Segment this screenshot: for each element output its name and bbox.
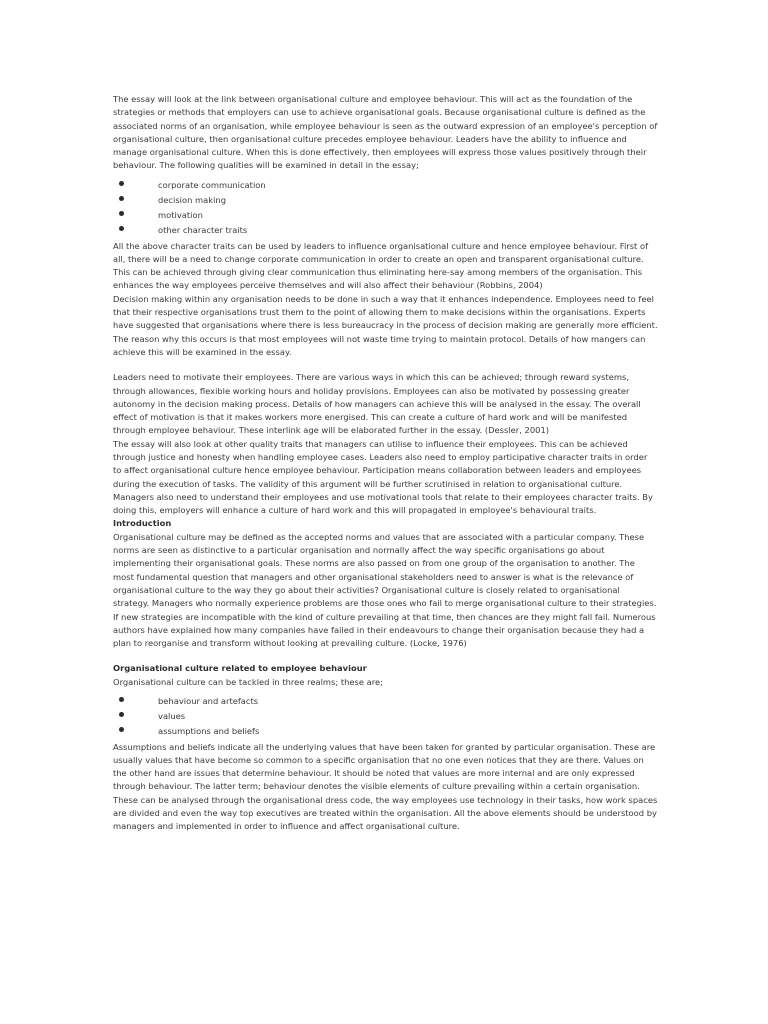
communication-paragraph: All the above character traits can be used by leaders to influence organisational culture and hence employee behaviour. First of all, there will be a need to change corporate communication in order to create an open and transparent organisational culture. This can be achieved through giving clear communication thus eliminating here-say among members of the organisation. This enhances the way employees perceive themselves and will also affect their behaviour (Robbins, 2004)	[113, 240, 649, 291]
realms-list	[113, 695, 658, 741]
bullet-icon	[119, 226, 124, 231]
assumptions-paragraph: Assumptions and beliefs indicate all the underlying values that have been taken for granted by particular organisation. These are usually values that have become so common to a specific organisation that no one even notices that they are there. Values on the other hand are issues that determine behaviour. It should be noted that values are more internal and are only expressed through behaviour. The latter term; behaviour denotes the visible elements of culture prevailing within a certain organisation. These can be analysed through the organisational dress code, the way employees use technology in their tasks, how work spaces are divided and even the way top executives are treated within the organisation. All the above elements should be understood by managers and implemented in order to influence and affect organisational culture.	[113, 741, 658, 832]
bullet-icon	[119, 196, 124, 201]
traits-paragraph: The essay will also look at other quality traits that managers can utilise to influence their employees. This can be achieved through justice and honesty when handling employee cases. Leaders also need to employ participative character traits in order to affect organisational culture hence employee behaviour. Participation means collaboration between leaders and employees during the execution of tasks. The validity of this argument will be further scrutinised in relation to organisational culture. Managers also need to understand their employees and use motivational tools that relate to their employees character traits. By doing this, employers will enhance a culture of hard work and this will propagated in employee's behavioural traits.	[113, 438, 653, 516]
introduction-paragraph: Organisational culture may be defined as the accepted norms and values that are associated with a particular company. These norms are seen as distinctive to a particular organisation and normally affect the way specific organisations go about implementing their organisational goals. These norms are also passed on from one group of the organisation to another. The most fundamental question that managers and other organisational stakeholders need to answer is what is the relevance of organisational culture to the way they go about their activities? Organisational culture is closely related to organisational strategy. Managers who normally experience problems are those ones who fail to merge organisational culture to their strategies. If new strategies are incompatible with the kind of culture prevailing at that time, then chances are they might fall fail. Numerous authors have explained how many companies have failed in their endeavours to change their organisation because they had a plan to reorganise and transform without looking at prevailing culture. (Locke, 1976)	[113, 531, 657, 649]
bullet-icon	[119, 211, 124, 216]
section-heading: Organisational culture related to employee behaviour	[113, 663, 367, 674]
list-item	[113, 710, 658, 725]
bullet-icon	[119, 712, 124, 717]
motivation-paragraph: Leaders need to motivate their employees. There are various ways in which this can be achieved; through reward systems, through allowances, flexible working hours and holiday provisions. Employees can also be motivated by possessing greater autonomy in the decision making process. Details of how managers can achieve this will be analysed in the essay. The overall effect of motivation is that it makes workers more energised. This can create a culture of hard work and will be manifested through employee behaviour. These interlink age will be elaborated further in the essay. (Dessler, 2001)	[113, 372, 641, 436]
list-item	[113, 224, 658, 239]
list-item	[113, 725, 658, 740]
intro-paragraph: The essay will look at the link between organisational culture and employee behaviour. This will act as the foundation of the strategies or methods that employers can use to achieve organisational goals. Because organisational culture is defined as the associated norms of an organisation, while employee behaviour is seen as the outward expression of an employee's perception of organisational culture, then organisational culture precedes employee behaviour. Leaders have the ability to influence and manage organisational culture. When this is done effectively, then employees will express those values positively through their behaviour. The following qualities will be examined in detail in the essay;	[113, 94, 658, 171]
paragraph-gap	[113, 359, 658, 371]
list-item	[113, 194, 658, 209]
introduction-heading: Introduction	[113, 518, 172, 529]
bullet-icon	[119, 727, 124, 732]
paragraph-gap	[113, 650, 658, 662]
list-item	[113, 209, 658, 224]
document-page	[113, 93, 658, 834]
list-item-label: motivation	[158, 210, 203, 221]
bullet-icon	[119, 697, 124, 702]
list-item-label: assumptions and beliefs	[158, 726, 260, 737]
list-item-label: decision making	[158, 194, 227, 205]
qualities-list	[113, 179, 658, 240]
decision-paragraph: Decision making within any organisation needs to be done in such a way that it enhances independence. Employees need to feel that their respective organisations trust them to the point of allowing them to make decisions within the organisations. Experts have suggested that organisations where there is less bureaucracy in the process of decision making are generally more efficient. The reason why this occurs is that most employees will not waste time trying to maintain protocol. Details of how mangers can achieve this will be examined in the essay.	[113, 293, 658, 357]
bullet-icon	[119, 181, 124, 186]
list-item-label: corporate communication	[158, 179, 266, 190]
list-item	[113, 695, 658, 710]
list-item-label: other character traits	[158, 225, 248, 236]
realms-intro: Organisational culture can be tackled in three realms; these are;	[113, 676, 383, 687]
list-item-label: behaviour and artefacts	[158, 696, 259, 707]
list-item	[113, 179, 658, 194]
list-item-label: values	[158, 711, 186, 722]
